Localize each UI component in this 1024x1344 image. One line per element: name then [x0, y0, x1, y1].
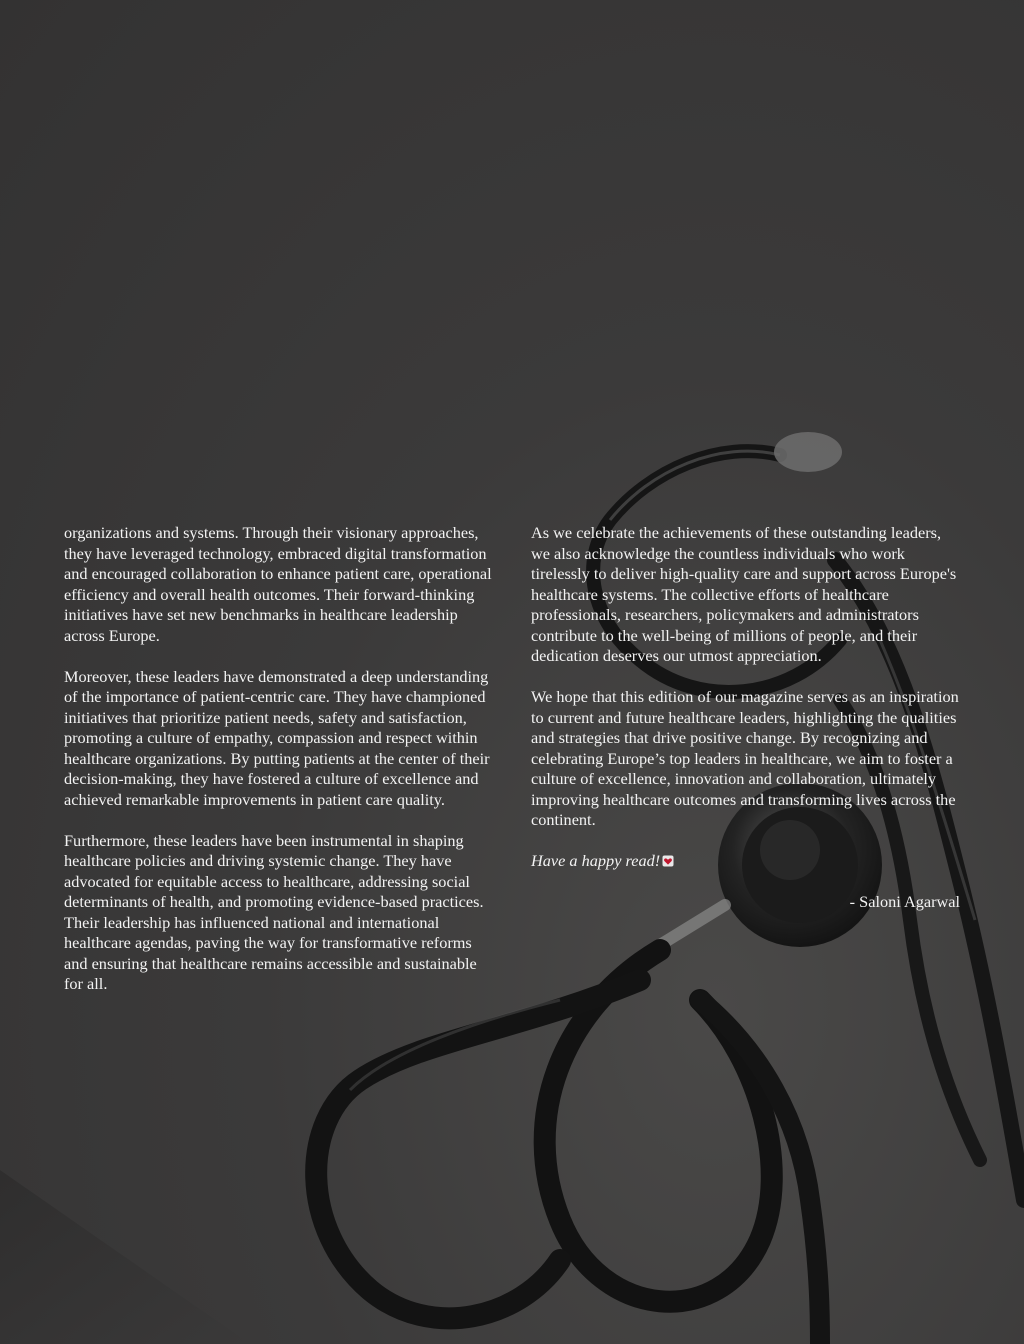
left-text-column	[64, 523, 496, 1015]
author-signature: - Saloni Agarwal	[849, 892, 960, 911]
left-paragraph-3: Furthermore, these leaders have been instrumental in shaping healthcare policies and driving systemic change. They have advocated for equitable access to healthcare, addressing social determinants of health, and promoting evidence-based practices. Their leadership has influenced national and international healthcare agendas, paving the way for transformative reforms and ensuring that healthcare remains accessible and sustainable for all.	[64, 830, 484, 993]
left-paragraph-1: organizations and systems. Through their visionary approaches, they have leveraged technology, embraced digital transformation and encouraged collaboration to enhance patient care, operational efficiency and overall health outcomes. Their forward-thinking initiatives have set new benchmarks in healthcare leadership across Europe.	[64, 523, 492, 645]
sign-off-text: Have a happy read!	[531, 851, 661, 870]
right-paragraph-2: We hope that this edition of our magazine serves as an inspiration to current and future healthcare leaders, highlighting the qualities and strategies that drive positive change. By recognizing and celebrating Europe’s top leaders in healthcare, we aim to foster a culture of excellence, innovation and collaboration, ultimately improving healthcare outcomes and transforming lives across the continent.	[531, 687, 959, 829]
right-paragraph-1: As we celebrate the achievements of these outstanding leaders, we also acknowledge the countless individuals who work tirelessly to deliver high-quality care and support across Europe's healthcare systems. The collective efforts of healthcare professionals, researchers, policymakers and administrators contribute to the well-being of millions of people, and their dedication deserves our utmost appreciation.	[531, 523, 957, 665]
left-paragraph-2: Moreover, these leaders have demonstrated a deep understanding of the importance of patient-centric care. They have championed initiatives that prioritize patient needs, safety and satisfaction, promoting a culture of empathy, compassion and respect within healthcare organizations. By putting patients at the center of their decision-making, they have fostered a culture of excellence and achieved remarkable improvements in patient care quality.	[64, 666, 490, 809]
sign-off-line	[531, 851, 963, 872]
heart-icon	[662, 855, 674, 867]
right-text-column	[531, 523, 963, 933]
